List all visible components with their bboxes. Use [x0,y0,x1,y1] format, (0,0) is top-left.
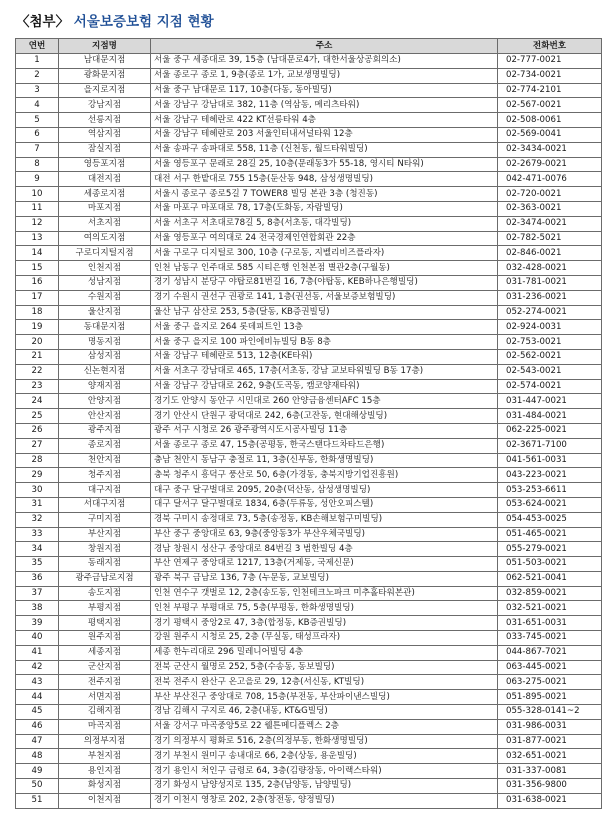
branch-name: 천안지점 [59,453,151,468]
row-number: 39 [16,616,59,631]
branch-name: 안양지점 [59,394,151,409]
phone-number: 031-447-0021 [498,394,602,409]
branch-name: 김해지점 [59,705,151,720]
table-row [16,127,602,142]
address: 광주 서구 시청로 26 광주광역시도시공사빌딩 11층 [151,423,498,438]
table-row [16,216,602,231]
address: 서울 영등포구 문래로 28길 25, 10층(문래동3가 55-18, 영시티 N타워) [151,157,498,172]
branch-name: 여의도지점 [59,231,151,246]
table-row [16,187,602,202]
table-body [16,54,602,809]
phone-number: 031-781-0021 [498,275,602,290]
table-row [16,734,602,749]
branch-name: 울산지점 [59,305,151,320]
table-row [16,54,602,69]
address: 경기 이천시 영창로 202, 2층(창전동, 양정빌딩) [151,793,498,808]
phone-number: 02-562-0021 [498,349,602,364]
branch-name: 전주지점 [59,675,151,690]
address: 강원 원주시 시청로 25, 2층 (무실동, 태성프라자) [151,631,498,646]
address: 서울 중구 세종대로 39, 15층 (남대문로4가, 대한서울상공회의소) [151,54,498,69]
branch-name: 청주지점 [59,468,151,483]
row-number: 3 [16,83,59,98]
branch-name: 동래지점 [59,557,151,572]
branch-name: 부평지점 [59,601,151,616]
address: 서울 마포구 마포대로 78, 17층(도화동, 자람빌딩) [151,201,498,216]
branch-name: 양재지점 [59,379,151,394]
row-number: 22 [16,364,59,379]
table-row [16,142,602,157]
table-row [16,290,602,305]
phone-number: 031-356-9800 [498,779,602,794]
branch-name: 대전지점 [59,172,151,187]
table-row [16,349,602,364]
phone-number: 055-328-0141~2 [498,705,602,720]
table-row [16,586,602,601]
phone-number: 02-569-0041 [498,127,602,142]
phone-number: 02-574-0021 [498,379,602,394]
phone-number: 063-445-0021 [498,660,602,675]
header-row [16,39,602,54]
address: 충북 청주시 흥덕구 풍산로 50, 6층(가경동, 충북지방기업진흥원) [151,468,498,483]
table-row [16,172,602,187]
phone-number: 032-521-0021 [498,601,602,616]
phone-number: 02-543-0021 [498,364,602,379]
branch-table [15,38,602,809]
row-number: 45 [16,705,59,720]
table-row [16,557,602,572]
phone-number: 02-777-0021 [498,54,602,69]
phone-number: 031-337-0081 [498,764,602,779]
row-number: 40 [16,631,59,646]
table-row [16,483,602,498]
row-number: 38 [16,601,59,616]
branch-name: 광주금남로지점 [59,571,151,586]
branch-name: 을지로지점 [59,83,151,98]
phone-number: 062-225-0021 [498,423,602,438]
address: 경기 화성시 남양성지로 135, 2층(남양동, 남양빌딩) [151,779,498,794]
branch-name: 잠실지점 [59,142,151,157]
address: 광주 북구 금남로 136, 7층 (누문동, 교보빌딩) [151,571,498,586]
table-row [16,261,602,276]
row-number: 46 [16,719,59,734]
branch-name: 평택지점 [59,616,151,631]
address: 전북 군산시 월명로 252, 5층(수송동, 동보빌딩) [151,660,498,675]
branch-name: 대구지점 [59,483,151,498]
phone-number: 041-561-0031 [498,453,602,468]
address: 울산 남구 삼산로 253, 5층(달동, KB증권빌딩) [151,305,498,320]
branch-name: 삼성지점 [59,349,151,364]
row-number: 21 [16,349,59,364]
branch-name: 군산지점 [59,660,151,675]
address: 경남 김해시 구지로 46, 2층(내동, KT&G빌딩) [151,705,498,720]
branch-name: 창원지점 [59,542,151,557]
table-row [16,305,602,320]
address: 서울 중구 남대문로 117, 10층(다동, 동아빌딩) [151,83,498,98]
address: 부산 연제구 중앙대로 1217, 13층(거제동, 국제신문) [151,557,498,572]
table-row [16,68,602,83]
table-row [16,660,602,675]
row-number: 51 [16,793,59,808]
address: 세종 한누리대로 296 밀레니어빌딩 4층 [151,645,498,660]
phone-number: 02-734-0021 [498,68,602,83]
phone-number: 032-651-0021 [498,749,602,764]
header-phone: 전화번호 [498,39,602,54]
phone-number: 031-484-0021 [498,409,602,424]
branch-name: 인천지점 [59,261,151,276]
phone-number: 02-720-0021 [498,187,602,202]
table-row [16,335,602,350]
branch-name: 성남지점 [59,275,151,290]
row-number: 31 [16,497,59,512]
address: 서울 강서구 마곡중앙5로 22 웰튼메디플렉스 2층 [151,719,498,734]
branch-name: 세종지점 [59,645,151,660]
table-row [16,438,602,453]
row-number: 33 [16,527,59,542]
table-row [16,113,602,128]
table-row [16,364,602,379]
phone-number: 051-465-0021 [498,527,602,542]
table-row [16,394,602,409]
branch-name: 수원지점 [59,290,151,305]
phone-number: 031-236-0021 [498,290,602,305]
branch-name: 부산지점 [59,527,151,542]
branch-name: 송도지점 [59,586,151,601]
address: 경기 수원시 권선구 권광로 141, 1층(권선동, 서울보증보험빌딩) [151,290,498,305]
table-row [16,201,602,216]
table-row [16,690,602,705]
row-number: 25 [16,409,59,424]
address: 서울 강남구 테헤란로 422 KT선릉타워 4층 [151,113,498,128]
address: 충남 천안시 동남구 충절로 11, 3층(신부동, 한화생명빌딩) [151,453,498,468]
row-number: 4 [16,98,59,113]
row-number: 16 [16,275,59,290]
table-row [16,468,602,483]
table-row [16,320,602,335]
address: 경기 성남시 분당구 야탑로81번길 16, 7층(야탑동, KEB하나은행빌딩) [151,275,498,290]
phone-number: 02-753-0021 [498,335,602,350]
branch-name: 의정부지점 [59,734,151,749]
table-row [16,409,602,424]
row-number: 17 [16,290,59,305]
phone-number: 052-274-0021 [498,305,602,320]
table-row [16,645,602,660]
address: 서울 종로구 종로 1, 9층(종로 1가, 교보생명빌딩) [151,68,498,83]
table-row [16,542,602,557]
address: 경북 구미시 송정대로 73, 5층(송정동, KB손해보험구미빌딩) [151,512,498,527]
row-number: 36 [16,571,59,586]
row-number: 13 [16,231,59,246]
branch-name: 안산지점 [59,409,151,424]
phone-number: 062-521-0041 [498,571,602,586]
phone-number: 02-508-0061 [498,113,602,128]
phone-number: 051-895-0021 [498,690,602,705]
phone-number: 054-453-0025 [498,512,602,527]
branch-name: 동대문지점 [59,320,151,335]
row-number: 42 [16,660,59,675]
branch-name: 종로지점 [59,438,151,453]
table-row [16,98,602,113]
row-number: 8 [16,157,59,172]
phone-number: 063-275-0021 [498,675,602,690]
branch-name: 화성지점 [59,779,151,794]
address: 인천 남동구 인주대로 585 시티은행 인천본점 별관2층(구월동) [151,261,498,276]
branch-name: 마포지점 [59,201,151,216]
phone-number: 051-503-0021 [498,557,602,572]
phone-number: 031-638-0021 [498,793,602,808]
branch-name: 마곡지점 [59,719,151,734]
address: 전북 전주시 완산구 온고을로 29, 12층(서신동, KT빌딩) [151,675,498,690]
table-row [16,512,602,527]
address: 인천 부평구 부평대로 75, 5층(부평동, 한화생명빌딩) [151,601,498,616]
branch-name: 원주지점 [59,631,151,646]
phone-number: 031-877-0021 [498,734,602,749]
row-number: 47 [16,734,59,749]
branch-name: 광주지점 [59,423,151,438]
phone-number: 02-567-0021 [498,98,602,113]
address: 대구 달서구 달구벌대로 1834, 6층(두류동, 성안오피스텔) [151,497,498,512]
address: 경기 부천시 원미구 송내대로 66, 2층(상동, 용운빌딩) [151,749,498,764]
phone-number: 02-782-5021 [498,231,602,246]
address: 경남 창원시 성산구 중앙대로 84번길 3 범한빌딩 4층 [151,542,498,557]
branch-name: 용인지점 [59,764,151,779]
row-number: 28 [16,453,59,468]
row-number: 6 [16,127,59,142]
row-number: 29 [16,468,59,483]
phone-number: 032-859-0021 [498,586,602,601]
row-number: 12 [16,216,59,231]
row-number: 49 [16,764,59,779]
row-number: 14 [16,246,59,261]
table-row [16,423,602,438]
phone-number: 02-363-0021 [498,201,602,216]
address: 경기 용인시 처인구 금령로 64, 3층(김량장동, 아이랙스타워) [151,764,498,779]
table-row [16,379,602,394]
address: 경기 안산시 단원구 광덕대로 242, 6층(고잔동, 현대해상빌딩) [151,409,498,424]
table-row [16,719,602,734]
row-number: 50 [16,779,59,794]
header-address: 주소 [151,39,498,54]
row-number: 7 [16,142,59,157]
title-prefix: 〈첨부〉 [16,14,70,30]
address: 서울 송파구 송파대로 558, 11층 (신천동, 월드타워빌딩) [151,142,498,157]
branch-name: 서면지점 [59,690,151,705]
address: 서울 서초구 강남대로 465, 17층(서초동, 강남 교보타워빌딩 B동 17층) [151,364,498,379]
address: 서울 중구 을지로 264 롯데피트인 13층 [151,320,498,335]
table-row [16,527,602,542]
branch-name: 서초지점 [59,216,151,231]
row-number: 41 [16,645,59,660]
address: 경기 평택시 중앙2로 47, 3층(합정동, KB증권빌딩) [151,616,498,631]
table-row [16,83,602,98]
phone-number: 02-3434-0021 [498,142,602,157]
phone-number: 033-745-0021 [498,631,602,646]
address: 서울 강남구 강남대로 382, 11층 (역삼동, 메리츠타워) [151,98,498,113]
row-number: 34 [16,542,59,557]
table-row [16,571,602,586]
row-number: 27 [16,438,59,453]
address: 서울 종로구 종로 47, 15층(공평동, 한국스탠다드차타드은행) [151,438,498,453]
phone-number: 031-651-0031 [498,616,602,631]
address: 서울 서초구 서초대로78길 5, 8층(서초동, 대각빌딩) [151,216,498,231]
table-row [16,453,602,468]
row-number: 20 [16,335,59,350]
address: 부산 중구 중앙대로 63, 9층(중앙동3가 부산우체국빌딩) [151,527,498,542]
header-branch: 지점명 [59,39,151,54]
branch-name: 남대문지점 [59,54,151,69]
phone-number: 032-428-0021 [498,261,602,276]
header-no: 연번 [16,39,59,54]
table-row [16,246,602,261]
table-row [16,616,602,631]
table-row [16,675,602,690]
row-number: 10 [16,187,59,202]
phone-number: 043-223-0021 [498,468,602,483]
row-number: 23 [16,379,59,394]
branch-name: 선릉지점 [59,113,151,128]
address: 서울 강남구 테헤란로 513, 12층(KE타워) [151,349,498,364]
table-row [16,157,602,172]
phone-number: 02-3474-0021 [498,216,602,231]
row-number: 5 [16,113,59,128]
branch-name: 역삼지점 [59,127,151,142]
address: 서울 강남구 테헤란로 203 서울인터내셔널타워 12층 [151,127,498,142]
phone-number: 042-471-0076 [498,172,602,187]
address: 경기도 안양시 동안구 시민대로 260 안양금융센터AFC 15층 [151,394,498,409]
phone-number: 02-774-2101 [498,83,602,98]
row-number: 2 [16,68,59,83]
address: 부산 부산진구 중앙대로 708, 15층(부전동, 부산파이낸스빌딩) [151,690,498,705]
branch-name: 이천지점 [59,793,151,808]
row-number: 9 [16,172,59,187]
table-row [16,601,602,616]
branch-name: 명동지점 [59,335,151,350]
address: 인천 연수구 갯벌로 12, 2층(송도동, 인천테크노파크 미추홀타워본관) [151,586,498,601]
row-number: 15 [16,261,59,276]
address: 서울시 종로구 종로5길 7 TOWER8 빌딩 본관 3층 (청진동) [151,187,498,202]
address: 대구 중구 달구벌대로 2095, 20층(덕산동, 삼성생명빌딩) [151,483,498,498]
row-number: 37 [16,586,59,601]
phone-number: 031-986-0031 [498,719,602,734]
branch-name: 신논현지점 [59,364,151,379]
document-title [16,10,214,30]
table-row [16,631,602,646]
row-number: 35 [16,557,59,572]
table-row [16,749,602,764]
row-number: 1 [16,54,59,69]
table-row [16,764,602,779]
branch-name: 서대구지점 [59,497,151,512]
table-row [16,231,602,246]
row-number: 30 [16,483,59,498]
branch-name: 세종로지점 [59,187,151,202]
phone-number: 02-2679-0021 [498,157,602,172]
row-number: 24 [16,394,59,409]
phone-number: 02-846-0021 [498,246,602,261]
table-row [16,705,602,720]
phone-number: 053-253-6611 [498,483,602,498]
branch-name: 광화문지점 [59,68,151,83]
address: 경기 의정부시 평화로 516, 2층(의정부동, 한화생명빌딩) [151,734,498,749]
row-number: 18 [16,305,59,320]
address: 서울 구로구 디지털로 300, 10층 (구로동, 지벨리비즈플라자) [151,246,498,261]
phone-number: 02-3671-7100 [498,438,602,453]
table-row [16,275,602,290]
branch-name: 강남지점 [59,98,151,113]
row-number: 26 [16,423,59,438]
row-number: 44 [16,690,59,705]
address: 서울 중구 을지로 100 파인에비뉴빌딩 B동 8층 [151,335,498,350]
address: 대전 서구 한밭대로 755 15층(둔산동 948, 삼성생명빌딩) [151,172,498,187]
address: 서울 영등포구 여의대로 24 전국경제인연합회관 22층 [151,231,498,246]
phone-number: 053-624-0021 [498,497,602,512]
phone-number: 055-279-0021 [498,542,602,557]
row-number: 32 [16,512,59,527]
row-number: 48 [16,749,59,764]
phone-number: 044-867-7021 [498,645,602,660]
address: 서울 강남구 강남대로 262, 9층(도곡동, 캠코양재타워) [151,379,498,394]
branch-name: 부천지점 [59,749,151,764]
table-row [16,779,602,794]
row-number: 11 [16,201,59,216]
table-row [16,497,602,512]
table-row [16,793,602,808]
branch-name: 영등포지점 [59,157,151,172]
row-number: 43 [16,675,59,690]
row-number: 19 [16,320,59,335]
title-text: 서울보증보험 지점 현황 [73,14,214,30]
phone-number: 02-924-0031 [498,320,602,335]
branch-name: 구미지점 [59,512,151,527]
branch-name: 구로디지털지점 [59,246,151,261]
